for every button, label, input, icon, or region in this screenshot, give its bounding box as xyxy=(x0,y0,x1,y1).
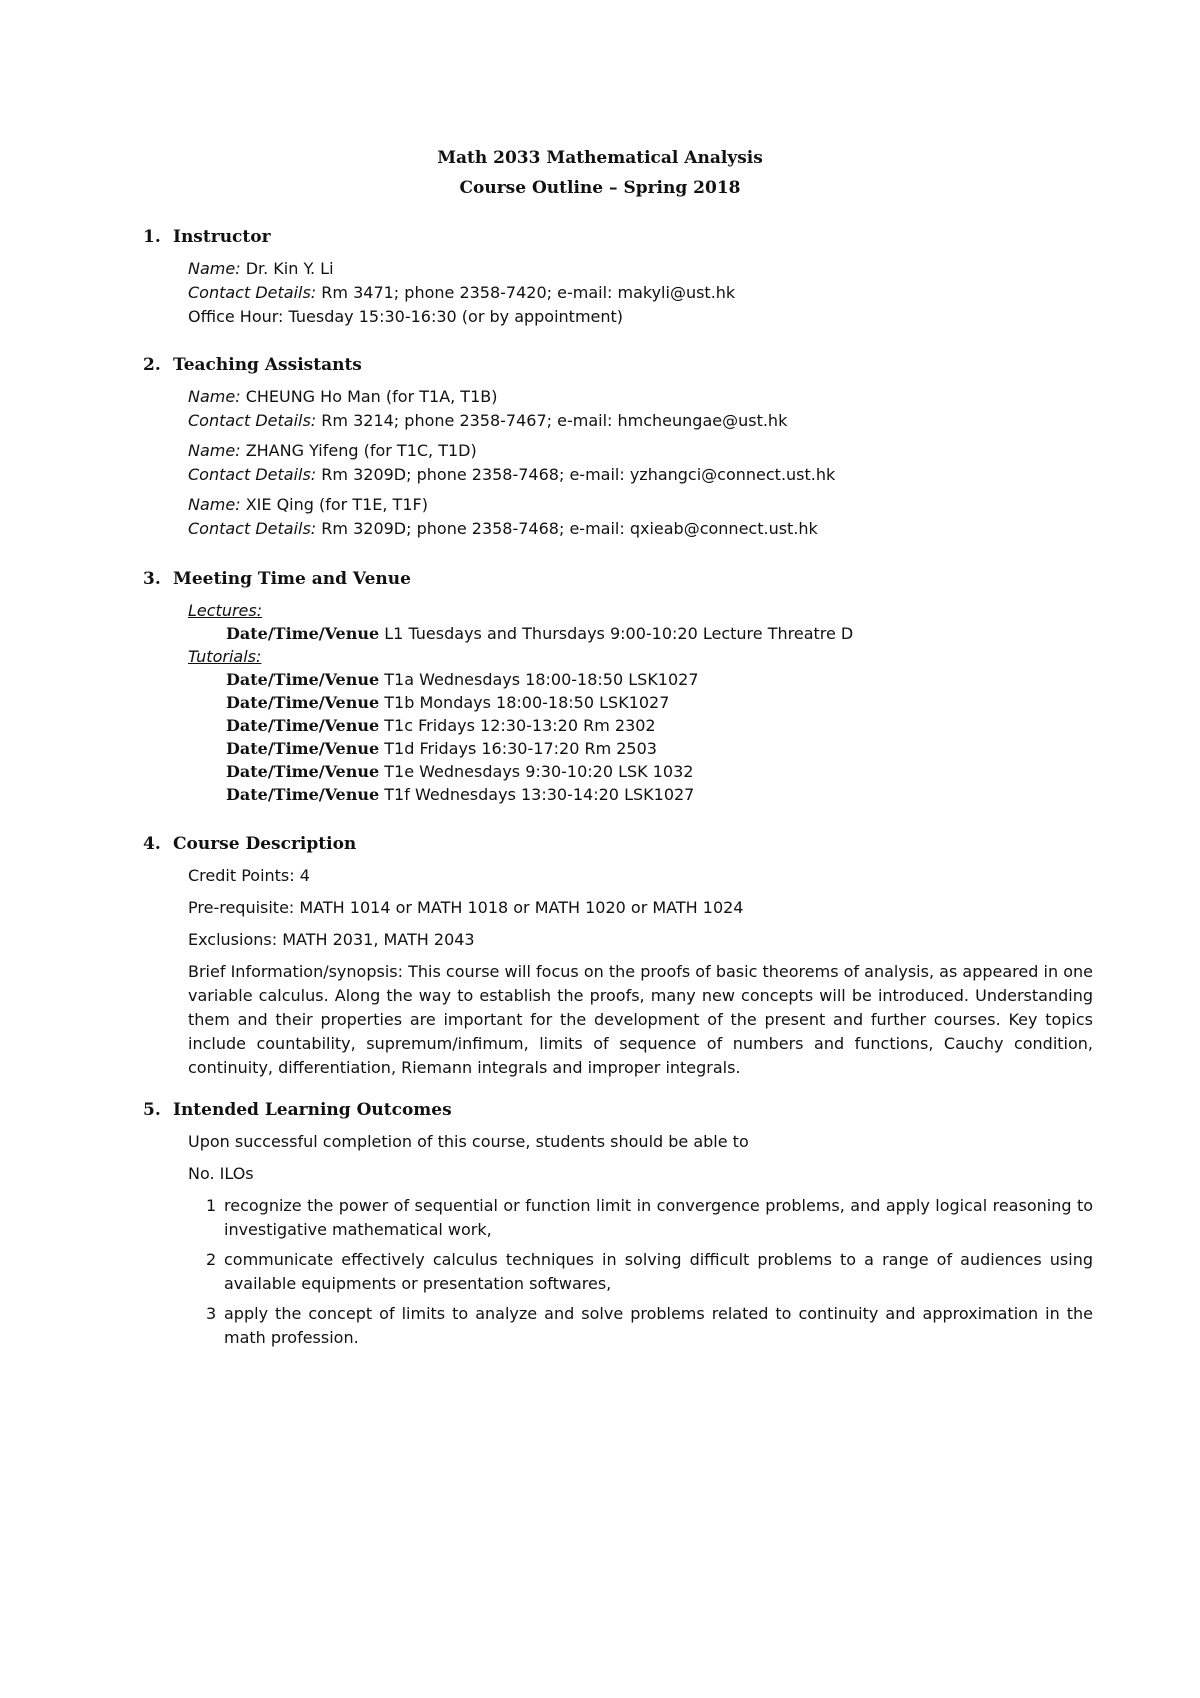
tutorial-row xyxy=(226,714,1093,737)
ilo-text: communicate effectively calculus techniques in solving difficult problems to a range of audiences using available equipments or presentation softwares, xyxy=(224,1250,1093,1293)
contact-label: Contact Details: xyxy=(188,283,317,302)
ilo-number: 3 xyxy=(206,1304,217,1323)
tutorial-info: T1b Mondays 18:00-18:50 LSK1027 xyxy=(384,693,670,712)
ta-name-line xyxy=(188,439,1093,463)
tutorial-info: T1a Wednesdays 18:00-18:50 LSK1027 xyxy=(384,670,699,689)
ilo-number: 2 xyxy=(206,1250,217,1269)
tutorial-row xyxy=(226,737,1093,760)
course-subtitle: Course Outline – Spring 2018 xyxy=(459,178,741,198)
dtv-label: Date/Time/Venue xyxy=(226,785,380,804)
prerequisite: Pre-requisite: MATH 1014 or MATH 1018 or MATH 1020 or MATH 1024 xyxy=(188,898,744,917)
ilo-item xyxy=(206,1194,1093,1242)
exclusions: Exclusions: MATH 2031, MATH 2043 xyxy=(188,930,475,949)
section-title: Intended Learning Outcomes xyxy=(173,1100,452,1120)
synopsis: Brief Information/synopsis: This course will focus on the proofs of basic theorems of analysis, as appeared in one variable calculus. Along the way to establish the proofs, many new concepts will be introduced. Understanding them and their properties are important for the development of the present and further courses. Key topics include countability, supremum/infimum, limits of sequence of numbers and functions, Cauchy condition, continuity, differentiation, Riemann integrals and improper integrals. xyxy=(188,962,1093,1077)
section-instructor xyxy=(143,227,1093,329)
lectures-label: Lectures: xyxy=(188,601,263,620)
name-label: Name: xyxy=(188,441,241,460)
name-label: Name: xyxy=(188,259,241,278)
section-learning-outcomes xyxy=(143,1100,1093,1356)
section-heading xyxy=(143,569,1093,589)
section-heading xyxy=(143,227,1093,247)
ta-contact: Rm 3214; phone 2358-7467; e-mail: hmcheungae@ust.hk xyxy=(321,411,788,430)
ta-contact: Rm 3209D; phone 2358-7468; e-mail: qxieab@connect.ust.hk xyxy=(321,519,818,538)
dtv-label: Date/Time/Venue xyxy=(226,739,380,758)
ta-contact-line xyxy=(188,463,1093,487)
tutorial-row xyxy=(226,691,1093,714)
dtv-label: Date/Time/Venue xyxy=(226,670,380,689)
ta-name: CHEUNG Ho Man (for T1A, T1B) xyxy=(245,387,498,406)
lecture-row xyxy=(226,622,1093,645)
tutorial-info: T1d Fridays 16:30-17:20 Rm 2503 xyxy=(384,739,657,758)
instructor-contact-line xyxy=(188,281,1093,305)
instructor-name-line xyxy=(188,257,1093,281)
contact-label: Contact Details: xyxy=(188,411,317,430)
section-number: 4. xyxy=(143,834,161,854)
ilo-number: 1 xyxy=(206,1196,217,1215)
ilo-text: apply the concept of limits to analyze and solve problems related to continuity and approximation in the math profession. xyxy=(224,1304,1093,1347)
dtv-label: Date/Time/Venue xyxy=(226,762,380,781)
lecture-info: L1 Tuesdays and Thursdays 9:00-10:20 Lecture Threatre D xyxy=(384,624,854,643)
section-heading xyxy=(143,355,1093,375)
section-heading xyxy=(143,834,1093,854)
course-title: Math 2033 Mathematical Analysis xyxy=(437,148,763,168)
office-hour: Office Hour: Tuesday 15:30-16:30 (or by appointment) xyxy=(188,307,624,326)
tutorial-row xyxy=(226,760,1093,783)
outcomes-intro: Upon successful completion of this course, students should be able to xyxy=(188,1132,749,1151)
instructor-contact: Rm 3471; phone 2358-7420; e-mail: makyli@ust.hk xyxy=(321,283,736,302)
tutorial-info: T1f Wednesdays 13:30-14:20 LSK1027 xyxy=(384,785,695,804)
section-title: Course Description xyxy=(173,834,357,854)
tutorial-row xyxy=(226,783,1093,806)
name-label: Name: xyxy=(188,387,241,406)
section-number: 5. xyxy=(143,1100,161,1120)
contact-label: Contact Details: xyxy=(188,465,317,484)
ta-name: XIE Qing (for T1E, T1F) xyxy=(245,495,428,514)
ta-contact: Rm 3209D; phone 2358-7468; e-mail: yzhangci@connect.ust.hk xyxy=(321,465,836,484)
section-meeting-time xyxy=(143,569,1093,806)
section-heading xyxy=(143,1100,1093,1120)
section-title: Meeting Time and Venue xyxy=(173,569,411,589)
ta-name-line xyxy=(188,385,1093,409)
section-course-description xyxy=(143,834,1093,1088)
tutorial-info: T1c Fridays 12:30-13:20 Rm 2302 xyxy=(384,716,656,735)
tutorial-info: T1e Wednesdays 9:30-10:20 LSK 1032 xyxy=(384,762,694,781)
contact-label: Contact Details: xyxy=(188,519,317,538)
ilo-item xyxy=(206,1248,1093,1296)
section-number: 3. xyxy=(143,569,161,589)
section-teaching-assistants xyxy=(143,355,1093,541)
ilo-item xyxy=(206,1302,1093,1350)
name-label: Name: xyxy=(188,495,241,514)
section-number: 1. xyxy=(143,227,161,247)
dtv-label: Date/Time/Venue xyxy=(226,693,380,712)
section-number: 2. xyxy=(143,355,161,375)
tutorial-row xyxy=(226,668,1093,691)
ta-contact-line xyxy=(188,517,1093,541)
section-title: Teaching Assistants xyxy=(173,355,362,375)
tutorials-label: Tutorials: xyxy=(188,647,262,666)
dtv-label: Date/Time/Venue xyxy=(226,624,380,643)
section-title: Instructor xyxy=(173,227,271,247)
ta-name-line xyxy=(188,493,1093,517)
ta-contact-line xyxy=(188,409,1093,433)
ta-name: ZHANG Yifeng (for T1C, T1D) xyxy=(245,441,477,460)
dtv-label: Date/Time/Venue xyxy=(226,716,380,735)
ilo-text: recognize the power of sequential or function limit in convergence problems, and apply logical reasoning to investigative mathematical work, xyxy=(224,1196,1093,1239)
credit-points: Credit Points: 4 xyxy=(188,866,310,885)
ilo-table-header: No. ILOs xyxy=(188,1164,254,1183)
instructor-name: Dr. Kin Y. Li xyxy=(245,259,334,278)
